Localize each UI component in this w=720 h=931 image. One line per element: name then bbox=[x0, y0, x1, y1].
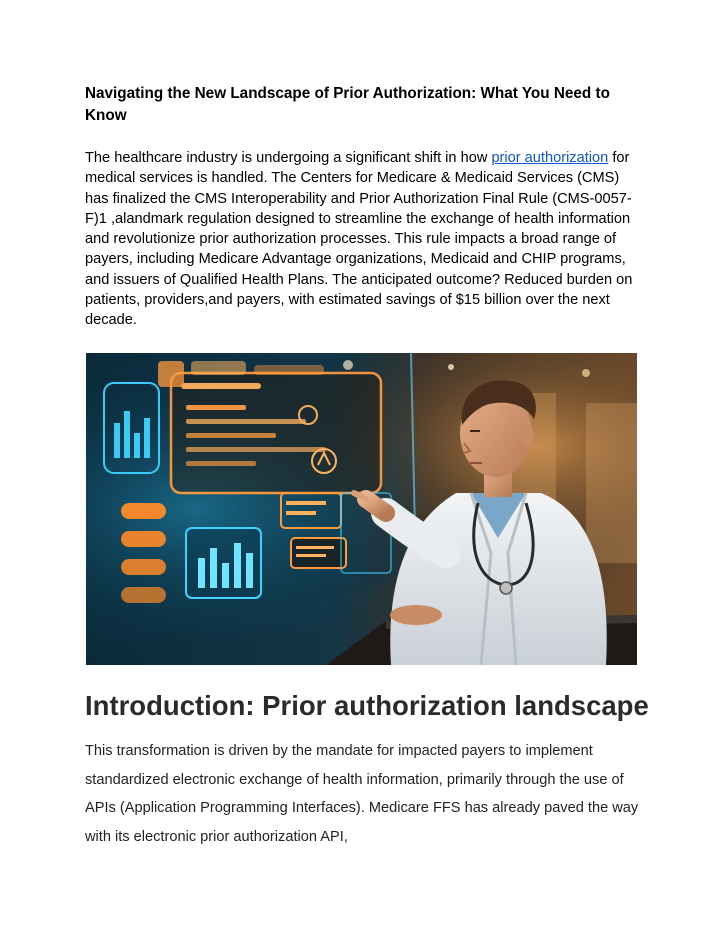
section-paragraph: This transformation is driven by the mandate for impacted payers to implement standardized electronic exchange of health information, primarily through the use of APIs (Application Programming Interfaces). Medicare FFS has already paved the way with its electronic prior authorization API, bbox=[85, 743, 639, 845]
prior-authorization-link[interactable]: prior authorization bbox=[491, 150, 609, 166]
article-title: Navigating the New Landscape of Prior Authorization: What You Need to Know bbox=[85, 85, 610, 124]
hero-image-doctor-hologram bbox=[86, 353, 637, 665]
section-heading: Introduction: Prior authorization landscape bbox=[85, 690, 649, 721]
intro-text-before-link: The healthcare industry is undergoing a significant shift in how bbox=[85, 150, 492, 166]
intro-text-after-link: for medical services is handled. The Centers for Medicare & Medicaid Services (CMS) has finalized the CMS Interoperability and Prior Authorization Final Rule (CMS-0057-F)1 ,alandmark regulation designed to streamline the exchange of health information and revolutionize prior authorization processes. This rule impacts a broad range of payers, including Medicare Advantage organizations, Medicaid and CHIP programs, and issuers of Qualified Health Plans. The anticipated outcome? Reduced burden on patients, providers,and payers, with estimated savings of $15 billion over the next decade. bbox=[85, 150, 633, 329]
intro-paragraph bbox=[85, 148, 645, 331]
